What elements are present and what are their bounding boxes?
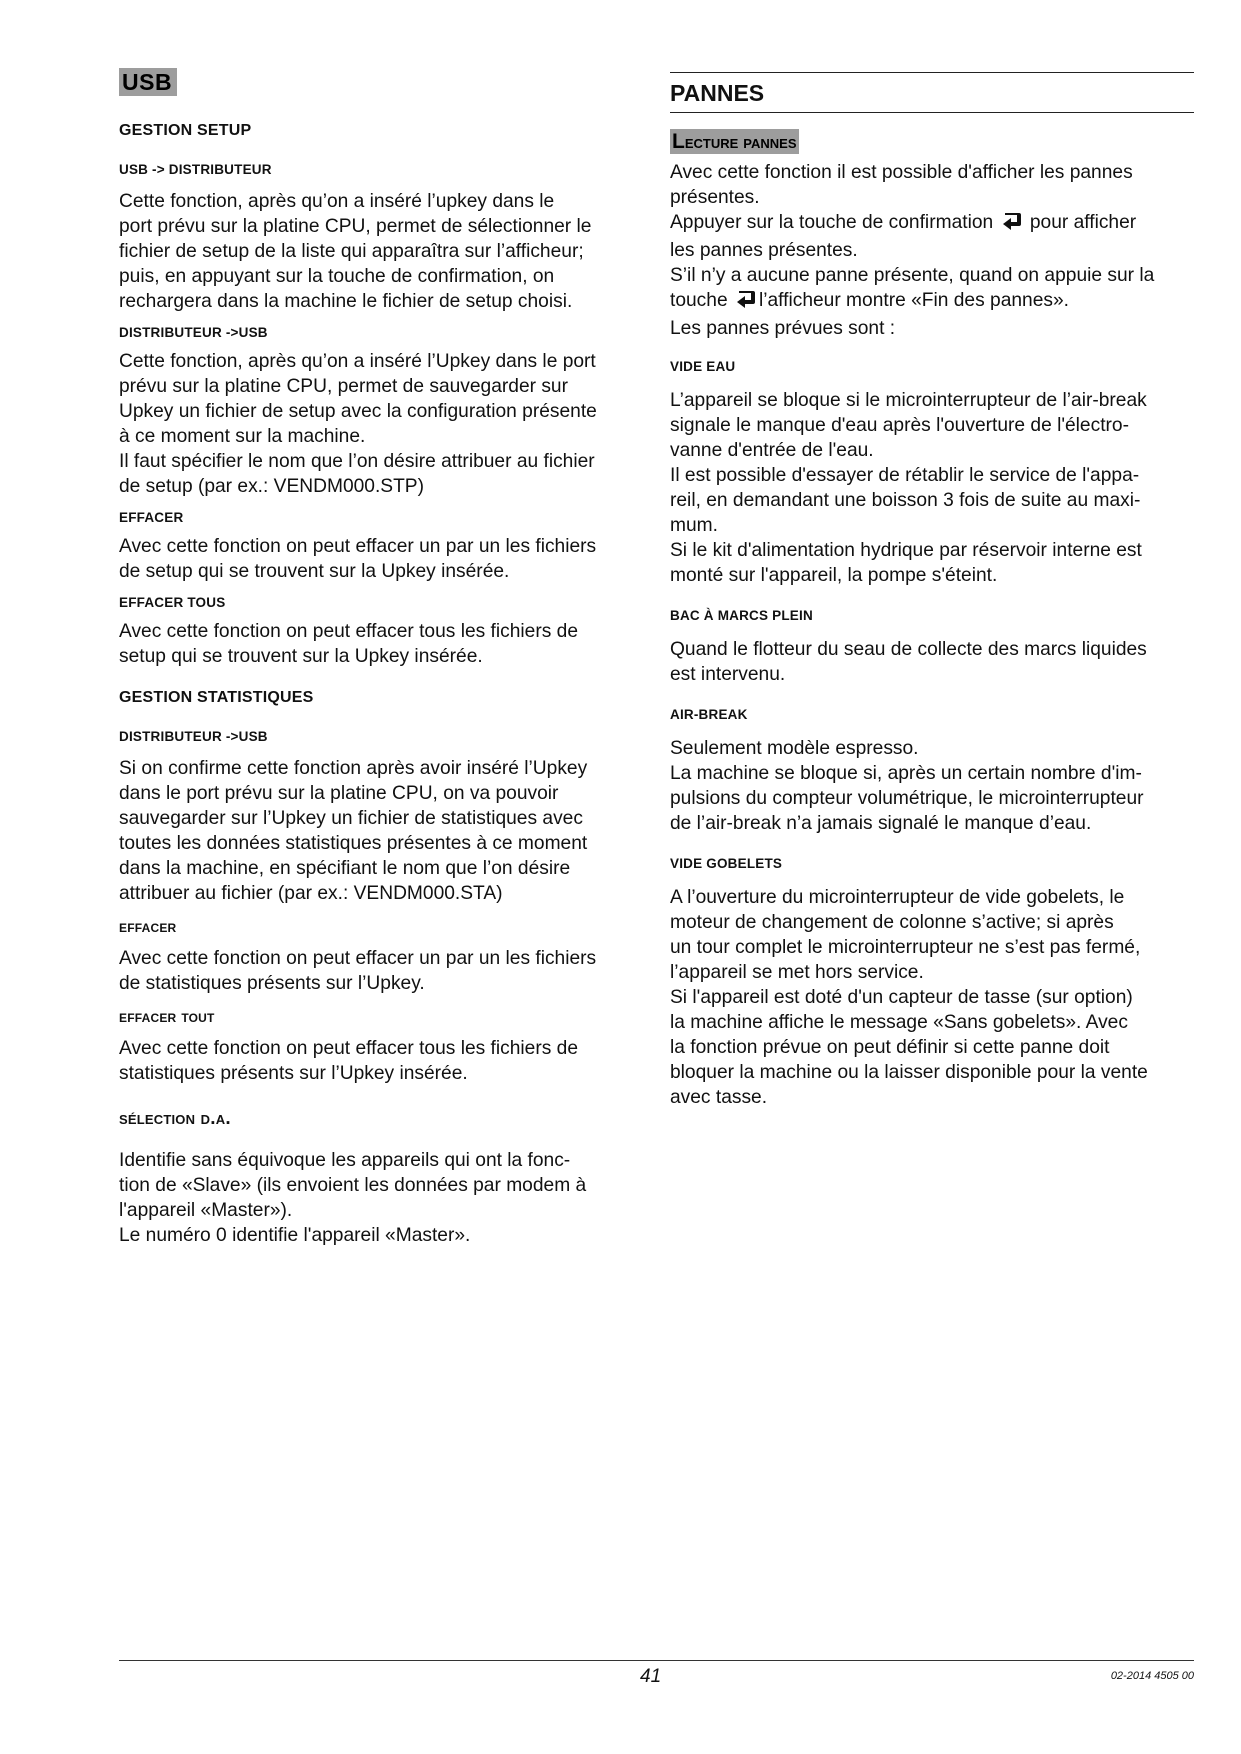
usb-section-title: USB [119, 68, 177, 96]
effacer-heading: EFFACER [119, 510, 184, 525]
selection-da-text: Identifie sans équivoque les appareils qui ont la fonc- tion de «Slave» (ils envoient les données par modem à l'appareil «Master»). Le numéro 0 identifie l'appareil «Master». [119, 1150, 587, 1246]
gestion-statistiques-heading: GESTION STATISTIQUES [119, 689, 314, 706]
footer-rule [119, 1660, 1194, 1661]
effacer-stat-heading: effacer [119, 917, 177, 936]
effacer-stat-text: Avec cette fonction on peut effacer un par un les fichiers de statistiques présents sur l’Upkey. [119, 948, 597, 994]
vide-eau-heading: VIDE EAU [670, 359, 736, 374]
effacer-text: Avec cette fonction on peut effacer un par un les fichiers de setup qui se trouvent sur la Upkey insérée. [119, 536, 597, 582]
left-column [119, 60, 639, 1259]
usb-distributeur-text: Cette fonction, après qu’on a inséré l’upkey dans le port prévu sur la platine CPU, permet de sélectionner le fichier de setup de la liste qui apparaîtra sur l’afficheur; puis, en appuyant sur la touche de confirmation, on rechargera dans la machine le fichier de setup choisi. [119, 191, 592, 312]
pannes-title: PANNES [670, 80, 765, 106]
effacer-tous-text: Avec cette fonction on peut effacer tous les fichiers de setup qui se trouvent sur la Upkey insérée. [119, 621, 579, 667]
gestion-setup-heading: GESTION SETUP [119, 122, 252, 139]
lecture-pannes-heading: Lecture pannes [672, 130, 797, 153]
right-column [670, 60, 1194, 1121]
distributeur-usb-stat-text: Si on confirme cette fonction après avoir inséré l’Upkey dans le port prévu sur la platine CPU, on va pouvoir sauvegarder sur l’Upkey un fichier de statistiques avec toutes les données statistiques présentes à ce moment dans la machine, en spécifiant le nom que l’on désire attribuer au fichier (par ex.: VENDM000.STA) [119, 758, 588, 904]
distributeur-usb-heading: DISTRIBUTEUR ->USB [119, 325, 268, 340]
vide-gobelets-text: A l’ouverture du microinterrupteur de vide gobelets, le moteur de changement de colonne s’active; si après un tour complet le microinterrupteur ne s’est pas fermé, l’appareil se met hors service. Si l'appareil est doté d'un capteur de tasse (sur option) la machine affiche le message «Sans gobelets». Avec la fonction prévue on peut définir si cette panne doit bloquer la machine ou la laisser disponible pour la vente avec tasse. [670, 887, 1148, 1108]
distributeur-usb-text: Cette fonction, après qu’on a inséré l’Upkey dans le port prévu sur la platine CPU, permet de sauvegarder sur Upkey un fichier de setup avec la configuration présente à ce moment sur la machine. Il faut spécifier le nom que l’on désire attribuer au fichier de setup (par ex.: VENDM000.STP) [119, 351, 597, 497]
effacer-tout-text: Avec cette fonction on peut effacer tous les fichiers de statistiques présents sur l’Upkey insérée. [119, 1038, 579, 1084]
enter-key-icon [735, 289, 757, 316]
air-break-text: Seulement modèle espresso. La machine se bloque si, après un certain nombre d'im- pulsions du compteur volumétrique, le microinterrupteur de l’air-break n’a jamais signalé le manque d’eau. [670, 738, 1144, 834]
vide-gobelets-heading: VIDE GOBELETS [670, 856, 783, 871]
selection-da-heading: sélection d.a. [119, 1108, 231, 1129]
page-number: 41 [640, 1666, 662, 1687]
distributeur-usb-stat-heading: DISTRIBUTEUR ->USB [119, 729, 268, 744]
enter-key-icon [1001, 211, 1023, 238]
bac-marcs-text: Quand le flotteur du seau de collecte des marcs liquides est intervenu. [670, 639, 1147, 685]
document-code: 02-2014 4505 00 [1110, 1670, 1194, 1682]
effacer-tout-heading: effacer tout [119, 1007, 215, 1026]
usb-distributeur-heading: USB -> DISTRIBUTEUR [119, 162, 272, 177]
bac-marcs-heading: BAC À MARCS PLEIN [670, 608, 813, 623]
effacer-tous-heading: EFFACER TOUS [119, 595, 226, 610]
lecture-pannes-text: Avec cette fonction il est possible d'afficher les pannes présentes. Appuyer sur la touche de confirmation pour afficher les pannes présentes. S’il n’y a aucune panne présente, quand on appuie sur la touche l’afficheur montre «Fin des pannes». Les pannes prévues sont : [670, 162, 1155, 339]
pannes-bottom-rule [670, 112, 1194, 113]
air-break-heading: AIR-BREAK [670, 707, 748, 722]
vide-eau-text: L’appareil se bloque si le microinterrupteur de l’air-break signale le manque d'eau après l'ouverture de l'électro- vanne d'entrée de l'eau. Il est possible d'essayer de rétablir le service de l'appa- reil, en demandant une boisson 3 fois de suite au maxi- mum. Si le kit d'alimentation hydrique par réservoir interne est monté sur l'appareil, la pompe s'éteint. [670, 390, 1147, 586]
